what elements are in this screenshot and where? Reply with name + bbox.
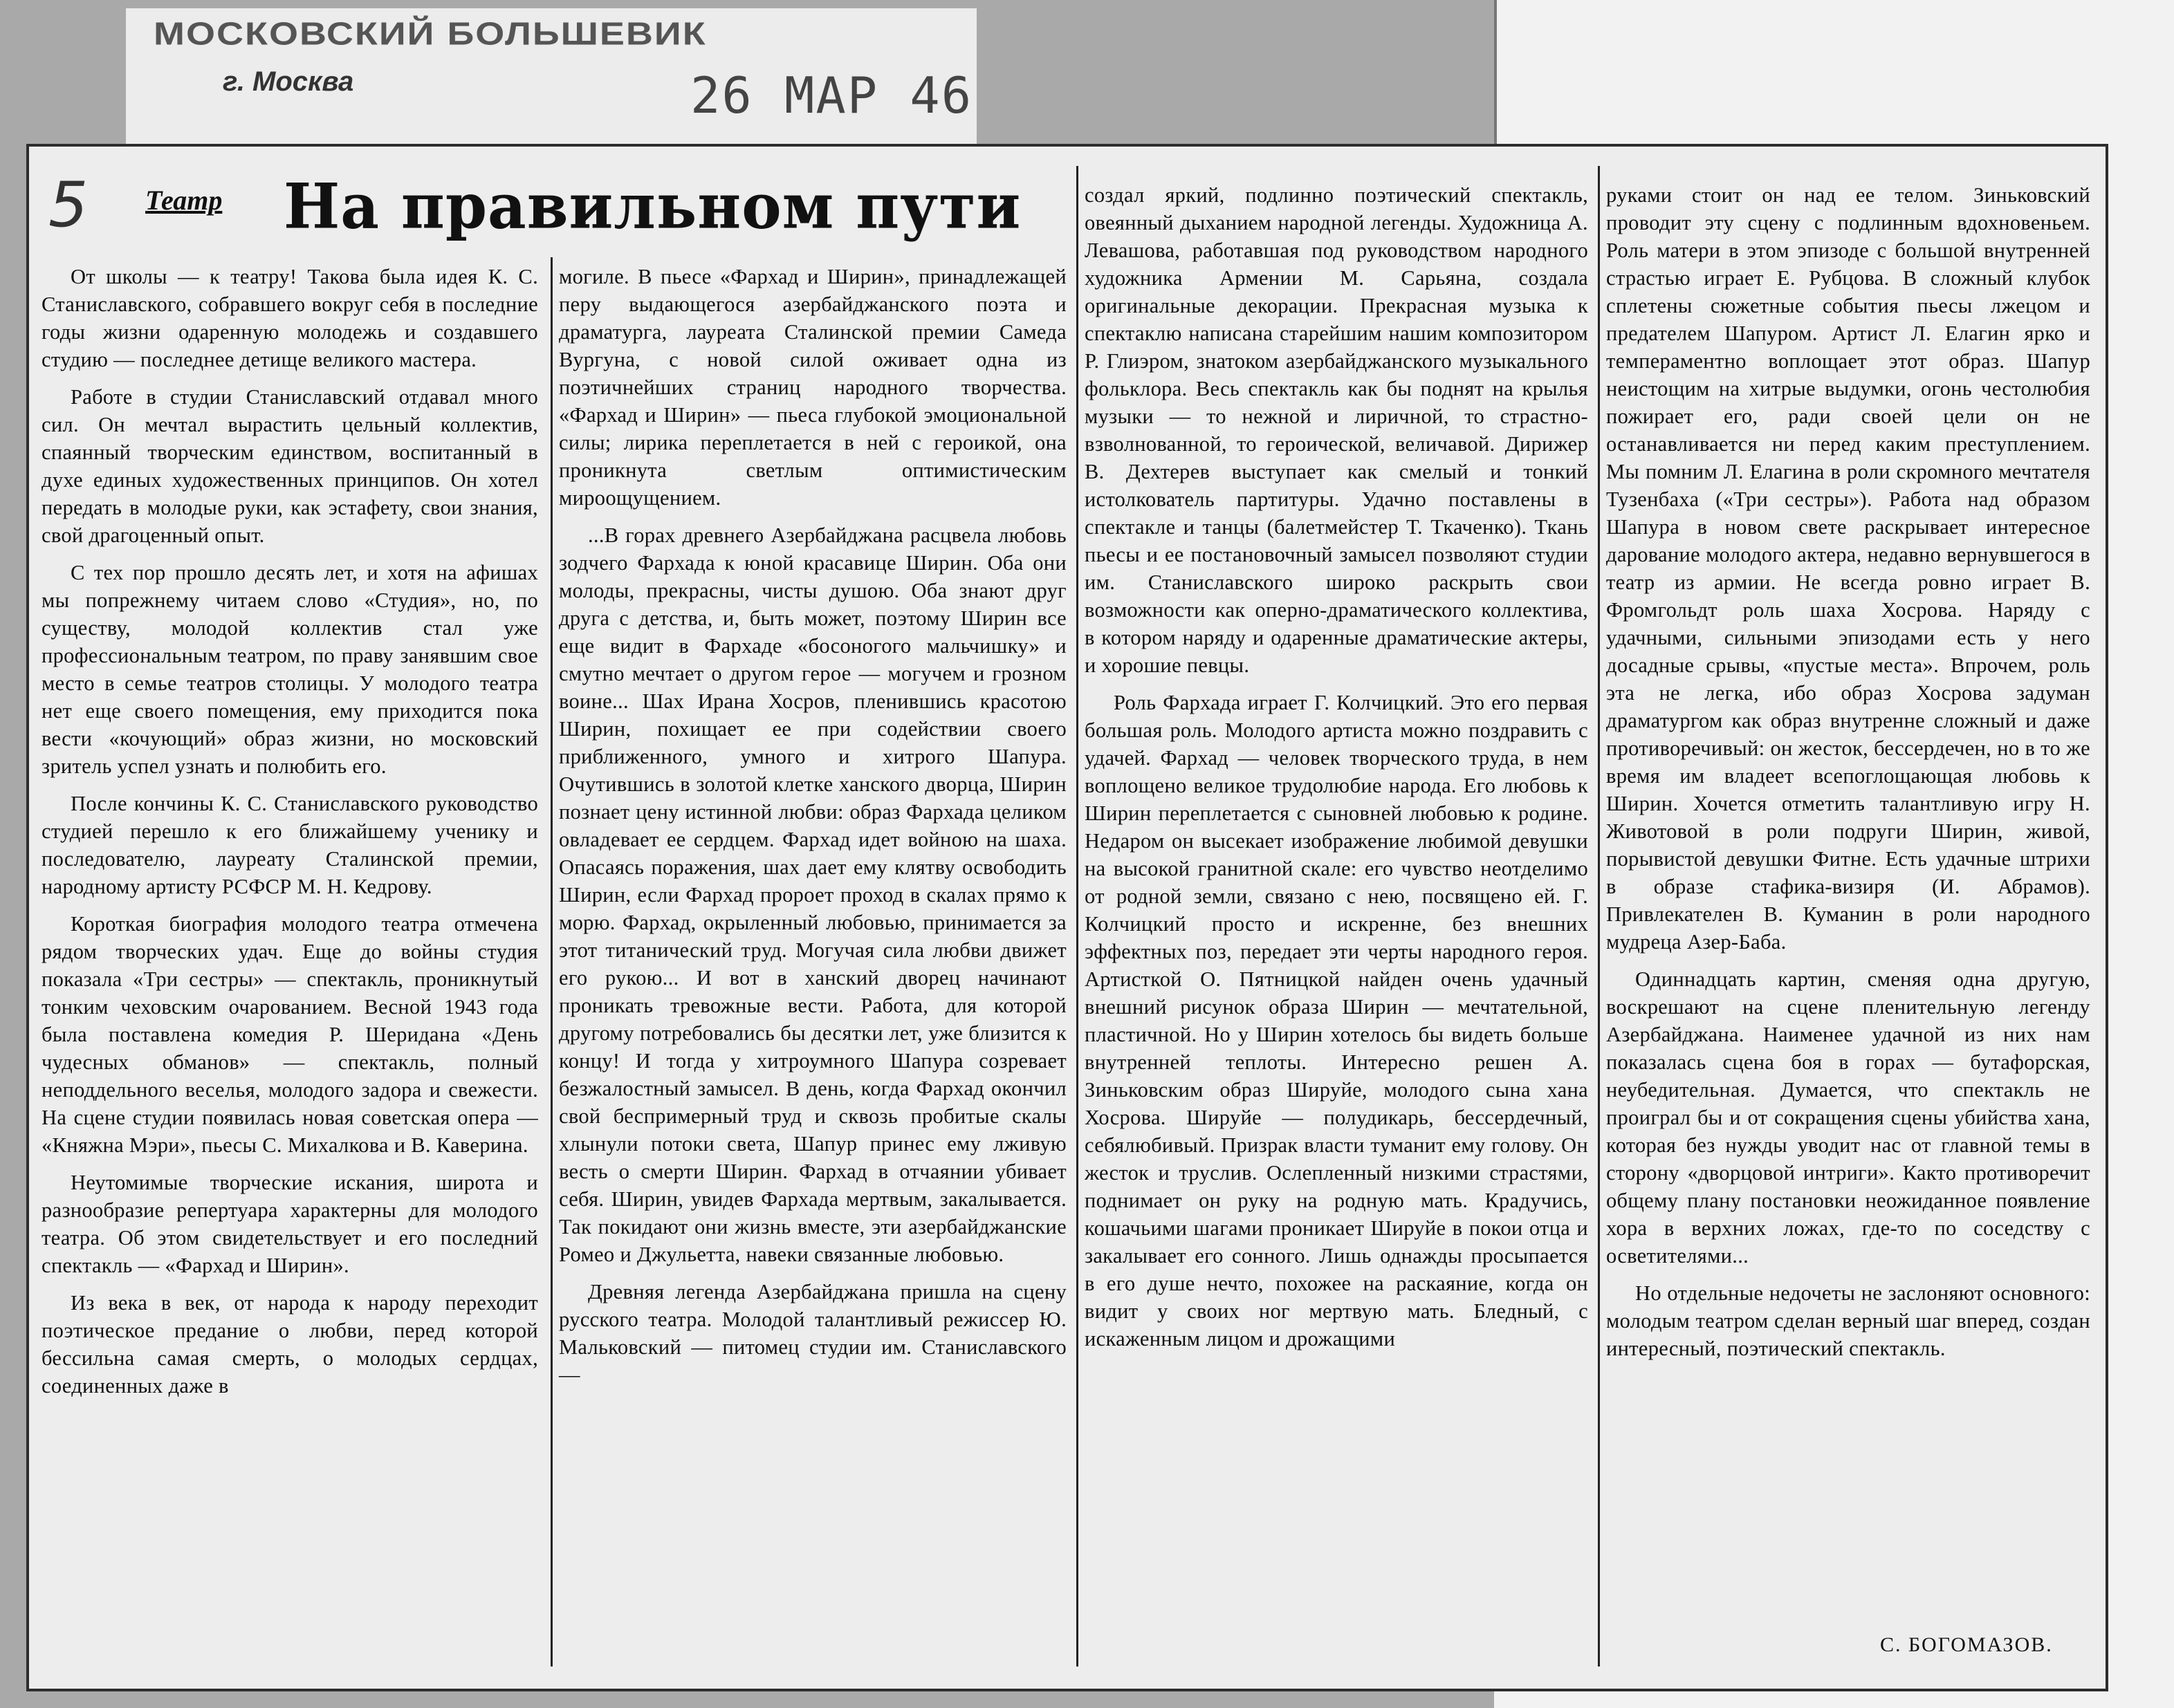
newspaper-name: МОСКОВСКИЙ БОЛЬШЕВИК — [154, 16, 707, 52]
newspaper-city: г. Москва — [223, 66, 354, 97]
handwritten-page-mark: 5 — [48, 169, 89, 241]
author-signature: С. БОГОМАЗОВ. — [1880, 1633, 2053, 1656]
paragraph: Одиннадцать картин, сменяя одна другую, воскрешают на сцене пленительную легенду Азербайджана. Наименее удачной из них нам показалась сцена боя в горах — бутафорская, неубедительная. Думается, что спектакль не проиграл бы и от сокращения сцены убийства хана, которая без нужды уводит нас от главной темы в сторону «дворцовой интриги». Както противоречит общему плану постановки неожиданное появление хора в верхних ложах, где-то по соседству с осветителями... — [1606, 967, 2090, 1268]
article-column-2 — [559, 263, 1067, 1389]
masthead-clipping — [126, 8, 977, 154]
column-rule — [551, 257, 553, 1667]
paragraph: С тех пор прошло десять лет, и хотя на афишах мы попрежнему читаем слово «Студия», но, по существу, молодой коллектив стал уже профессиональным театром, по праву занявшим свое место в семье театров столицы. У молодого театра нет еще своего помещения, ему приходится пока вести «кочующий» образ жизни, но московский зритель успел узнать и полюбить его. — [42, 561, 538, 778]
paragraph: Древняя легенда Азербайджана пришла на сцену русского театра. Молодой талантливый режиссер Ю. Мальковский — питомец студии им. Станиславского — — [559, 1280, 1067, 1386]
paragraph: создал яркий, подлинно поэтический спектакль, овеянный дыханием народной легенды. Художница А. Левашова, работавшая под руководством народного художника Армении М. Сарьяна, создала оригинальные декорации. Прекрасная музыка к спектаклю написана старейшим нашим композитором Р. Глиэром, знатоком азербайджанского музыкального фольклора. Весь спектакль как бы поднят на крылья музыки — то нежной и лиричной, то страстно-взволнованной, то героической, величавой. Дирижер В. Дехтерев выступает как смелый и тонкий истолкователь партитуры. Удачно поставлены в спектакле и танцы (балетмейстер Т. Ткаченко). Ткань пьесы и ее постановочный замысел позволяют студии им. Станиславского широко раскрыть свои возможности как оперно-драматического коллектива, в котором наряду и одаренные драматические актеры, и хорошие певцы. — [1085, 183, 1588, 677]
article-headline: На правильном пути — [284, 169, 1022, 243]
scan-edge — [1494, 0, 1497, 148]
paragraph: Короткая биография молодого театра отмечена рядом творческих удач. Еще до войны студия показала «Три сестры» — спектакль, проникнутый тонким чеховским очарованием. Весной 1943 года была поставлена комедия Р. Шеридана «День чудесных обманов» — спектакль, полный неподдельного веселья, молодого задора и свежести. На сцене студии появилась новая советская опера — «Княжна Мэри», пьесы С. Михалкова и В. Каверина. — [42, 912, 538, 1157]
paragraph: После кончины К. С. Станиславского руководство студией перешло к его ближайшему ученику и последователю, лауреату Сталинской премии, народному артисту РСФСР М. Н. Кедрову. — [42, 792, 538, 898]
paragraph: могиле. В пьесе «Фархад и Ширин», принадлежащей перу выдающегося азербайджанского поэта и драматурга, лауреата Сталинской премии Самеда Вургуна, с новой силой оживает одна из поэтичнейших страниц народного творчества. «Фархад и Ширин» — пьеса глубокой эмоциональной силы; лирика переплетается в ней с героикой, она проникнута светлым оптимистическим мироощущением. — [559, 265, 1067, 510]
column-rule — [1598, 166, 1600, 1667]
paragraph: Работе в студии Станиславский отдавал много сил. Он мечтал вырастить цельный коллектив, спаянный творческим единством, воспитанный в духе единых художественных принципов. Он хотел передать в молодые руки, как эстафету, свои знания, свой драгоценный опыт. — [42, 385, 538, 547]
article-column-1 — [42, 263, 538, 1400]
paragraph: Из века в век, от народа к народу переходит поэтическое предание о любви, перед которой бессильна самая смерть, о молодых сердцах, соединенных даже в — [42, 1291, 538, 1398]
paragraph: Но отдельные недочеты не заслоняют основного: молодым театром сделан верный шаг вперед, создан интересный, поэтический спектакль. — [1606, 1281, 2090, 1360]
rubric-label: Театр — [145, 185, 223, 216]
paragraph: Роль Фархада играет Г. Колчицкий. Это его первая большая роль. Молодого артиста можно поздравить с удачей. Фархад — человек творческого труда, в нем воплощено великое трудолюбие народа. Его любовь к Ширин переплетается с сыновней любовью к родине. Недаром он высекает изображение любимой девушки на высокой гранитной скале: его чувство неотделимо от родной земли, связано с нею, посвящено ей. Г. Колчицкий просто и искренне, без внешних эффектных поз, передает эти черты народного героя. Артисткой О. Пятницкой найден очень удачный внешний рисунок образа Ширин — мечтательной, пластичной. Но у Ширин хотелось бы видеть больше внутренней теплоты. Интересно решен А. Зиньковским образ Шируйе, молодого сына хана Хосрова. Шируйе — полудикарь, бессердечный, себялюбивый. Призрак власти туманит ему голову. Он жесток и труслив. Ослепленный низкими страстями, поднимает он руку на родную мать. Крадучись, кошачьими шагами проникает Шируйе в покои отца и закалывает его сонного. Лишь однажды просыпается в его душе нечто, похожее на раскаяние, когда он видит у своих ног мертвую мать. Бледный, с искаженным лицом и дрожащими — [1085, 691, 1588, 1350]
paragraph: ...В горах древнего Азербайджана расцвела любовь зодчего Фархада к юной красавице Ширин. Оба они молоды, прекрасны, чисты душою. Оба знают друг друга с детства, и, быть может, поэтому Ширин все еще видит в Фархаде «босоногого мальчишку» и смутно мечтает о другом герое — могучем и грозном воине... Шах Ирана Хосров, пленившись красотою Ширин, похищает ее при содействии своего приближенного, умного и хитрого Шапура. Очутившись в золотой клетке ханского дворца, Ширин познает цену истинной любви: образ Фархада целиком овладевает ее сердцем. Фархад идет войною на шаха. Опасаясь поражения, шах дает ему клятву освободить Ширин, если Фархад пророет проход в скалах прямо к морю. Фархад, окрыленный любовью, принимается за этот титанический труд. Могучая сила любви движет его рукою... И вот в ханский дворец начинают проникать тревожные вести. Работа, для которой другому потребовались бы десятки лет, уже близится к концу! И тогда у хитроумного Шапура созревает безжалостный замысел. В день, когда Фархад окончил свой беспримерный труд и сквозь пробитые скалы хлынули потоки света, Шапур принес ему лживую весть о смерти Ширин. Фархад в отчаянии убивает себя. Ширин, увидев Фархада мертвым, закалывается. Так покидают они жизнь вместе, эти азербайджанские Ромео и Джульетта, навеки связанные любовью. — [559, 523, 1067, 1266]
article-column-4 — [1606, 181, 2090, 1362]
paragraph: От школы — к театру! Такова была идея К. С. Станиславского, собравшего вокруг себя в последние годы жизни одаренную молодежь и создавшего студию — последнее детище великого мастера. — [42, 265, 538, 371]
paragraph: Неутомимые творческие искания, широта и разнообразие репертуара характерны для молодого театра. Об этом свидетельствует и его последний спектакль — «Фархад и Ширин». — [42, 1171, 538, 1277]
paragraph: руками стоит он над ее телом. Зиньковский проводит эту сцену с подлинным вдохновеньем. Роль матери в этом эпизоде с большой внутренней страстью играет Е. Рубцова. В сложный клубок сплетены сюжетные события пьесы лжецом и предателем Шапуром. Артист Л. Елагин ярко и темпераментно воплощает этот образ. Шапур неистощим на хитрые выдумки, огонь честолюбия пожирает его, ради своей цели он не останавливается ни перед каким преступлением. Мы помним Л. Елагина в роли скромного мечтателя Тузенбаха («Три сестры»). Работа над образом Шапура в новом свете раскрывает интересное дарование молодого актера, недавно вернувшегося в театр из армии. Не всегда ровно играет В. Фромгольдт роль шаха Хосрова. Наряду с удачными, сильными эпизодами есть у него досадные срывы, «пустые места». Впрочем, роль эта не легка, ибо образ Хосрова задуман драматургом как образ внутренне сложный и даже противоречивый: он жесток, бессердечен, но в то же время им владеет всепоглощающая любовь к Ширин. Хочется отметить талантливую игру Н. Животовой в роли подруги Ширин, живой, порывистой девушки Фитне. Есть удачные штрихи в образе стафика-визиря (И. Абрамов). Привлекателен В. Куманин в роли народного мудреца Азер-Баба. — [1606, 183, 2090, 954]
article-column-3 — [1085, 181, 1588, 1353]
column-rule — [1076, 166, 1078, 1667]
date-stamp: 26 МАР 46 — [690, 66, 973, 124]
